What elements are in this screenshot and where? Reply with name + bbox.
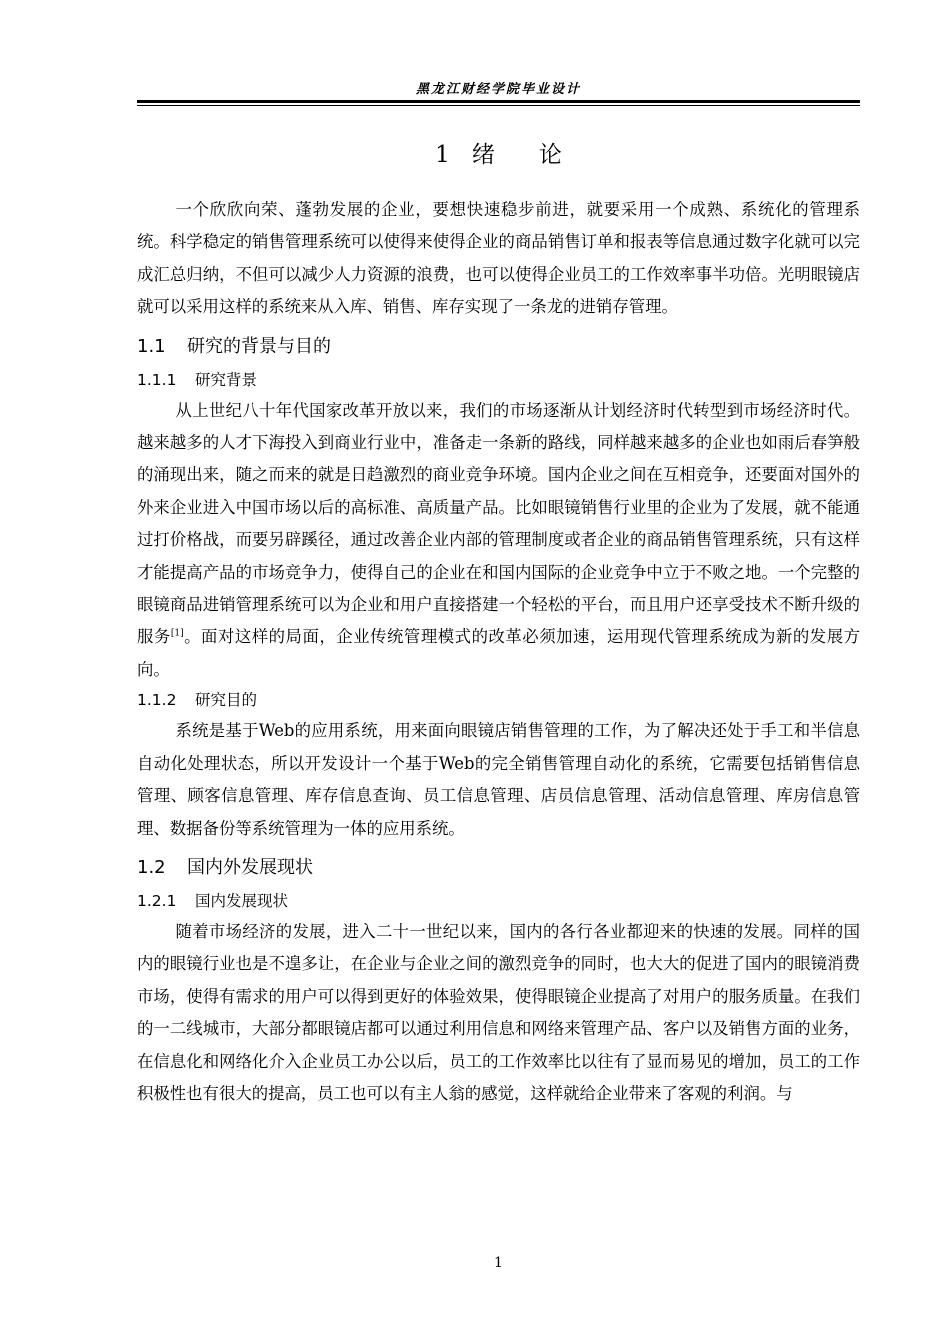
- page-content: [137, 136, 860, 1110]
- purpose-paragraph: 系统是基于Web的应用系统，用来面向眼镜店销售管理的工作，为了解决还处于手工和半信息自动化处理状态，所以开发设计一个基于Web的完全销售管理自动化的系统，它需要包括销售信息管理、顾客信息管理、库存信息查询、员工信息管理、店员信息管理、活动信息管理、库房信息管理、数据备份等系统管理为一体的应用系统。: [137, 721, 860, 838]
- background-text-b: 。面对这样的局面，企业传统管理模式的改革必须加速，运用现代管理系统成为新的发展方向。: [137, 627, 861, 679]
- section-number: 1.1: [137, 335, 166, 357]
- subsection-title: 研究背景: [195, 370, 258, 389]
- header-rule-thin: [137, 105, 860, 106]
- subsection-number: 1.2.1: [137, 891, 177, 910]
- subsection-number: 1.1.1: [137, 370, 177, 389]
- chapter-title-part2: 论: [538, 142, 562, 168]
- subsection-title: 研究目的: [195, 691, 258, 710]
- section-title: 国内外发展现状: [187, 856, 313, 878]
- subsection-heading-1-1-2: [137, 686, 860, 715]
- header-rule-thick: [137, 100, 860, 103]
- chapter-heading: [137, 136, 860, 174]
- page-number: 1: [494, 1255, 503, 1271]
- subsection-number: 1.1.2: [137, 691, 177, 710]
- running-header-title: 黑龙江财经学院毕业设计: [415, 82, 581, 97]
- section-number: 1.2: [137, 856, 166, 878]
- section-title: 研究的背景与目的: [187, 335, 331, 357]
- background-paragraph: [137, 395, 860, 687]
- section-heading-1-2: [137, 849, 860, 887]
- citation-ref[interactable]: [1]: [170, 629, 184, 639]
- subsection-title: 国内发展现状: [195, 891, 289, 910]
- background-text-a: 从上世纪八十年代国家改革开放以来，我们的市场逐渐从计划经济时代转型到市场经济时代。越来越多的人才下海投入到商业行业中，准备走一条新的路线，同样越来越多的企业也如雨后春笋般的涌现出来，随之而来的就是日趋激烈的商业竞争环境。国内企业之间在互相竞争，还要面对国外的外来企业进入中国市场以后的高标准、高质量产品。比如眼镜销售行业里的企业为了发展，就不能通过打价格战，而要另辟蹊径，通过改善企业内部的管理制度或者企业的商品销售管理系统，只有这样才能提高产品的市场竞争力，使得自己的企业在和国内国际的企业竞争中立于不败之地。一个完整的眼镜商品进销管理系统可以为企业和用户直接搭建一个轻松的平台，而且用户还享受技术不断升级的服务: [137, 400, 860, 647]
- domestic-status-paragraph: 随着市场经济的发展，进入二十一世纪以来，国内的各行各业都迎来的快速的发展。同样的国内的眼镜行业也是不遑多让，在企业与企业之间的激烈竞争的同时，也大大的促进了国内的眼镜消费市场，使得有需求的用户可以得到更好的体验效果，使得眼镜企业提高了对用户的服务质量。在我们的一二线城市，大部分都眼镜店都可以通过利用信息和网络来管理产品、客户以及销售方面的业务，在信息化和网络化介入企业员工办公以后，员工的工作效率比以往有了显而易见的增加，员工的工作积极性也有很大的提高，员工也可以有主人翁的感觉，这样就给企业带来了客观的利润。与: [137, 921, 860, 1103]
- subsection-heading-1-2-1: [137, 887, 860, 916]
- section-heading-1-1: [137, 328, 860, 366]
- chapter-number: 1: [435, 142, 450, 168]
- subsection-heading-1-1-1: [137, 366, 860, 395]
- intro-paragraph: 一个欣欣向荣、蓬勃发展的企业，要想快速稳步前进，就要采用一个成熟、系统化的管理系统。科学稳定的销售管理系统可以使得来使得企业的商品销售订单和报表等信息通过数字化就可以完成汇总归纳，不但可以减少人力资源的浪费，也可以使得企业员工的工作效率事半功倍。光明眼镜店就可以采用这样的系统来从入库、销售、库存实现了一条龙的进销存管理。: [137, 200, 860, 317]
- chapter-title-part1: 绪: [471, 142, 495, 168]
